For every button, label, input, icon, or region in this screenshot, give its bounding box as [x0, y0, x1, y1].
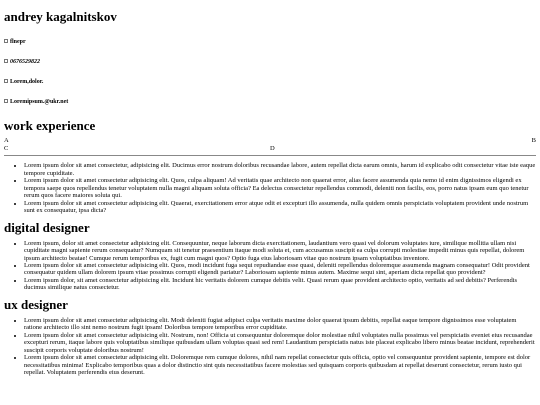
contact-misc-text: Lorem,dolor. — [10, 78, 44, 85]
list-item: • Lorem ipsum dolor sit amet consectetur adipisicing elit. Quos, culpa aliquam! Ad veritatis quae architecto non quaerat error, alias facere assumenda quia nemo id enim dignissimos eligendi ex tempora saepe quos repellendus tenetur voluptatem nulla magni aliquam soluta officia? Ea delectus consectetur repellendus commodi, deleniti non facilis, eos, porro natus ipsam eum quo tenetur rerum quos facere maiores soluta qui. — [24, 177, 536, 199]
table-cell-d: D — [270, 144, 275, 152]
work-experience-section — [4, 119, 536, 215]
contact-city-text: flnepr — [10, 38, 26, 45]
broken-image-icon — [4, 99, 8, 103]
contact-email — [4, 99, 536, 106]
ux-designer-section — [4, 298, 536, 377]
section-title-work-experience: work experience — [4, 117, 96, 133]
contact-misc — [4, 79, 536, 86]
table-sub-row — [4, 145, 536, 152]
contact-city — [4, 39, 536, 46]
divider — [4, 155, 536, 156]
contact-email-text: Loremipsum.@ukr.net — [10, 98, 69, 105]
table-header-row — [4, 137, 536, 144]
list-item: • Lorem ipsum dolor, sit amet consectetur adipisicing elit. Incidunt hic veritatis dolorem cumque debitis velit. Quasi rerum quae provident architecto optio, veritatis ad sed debitis? Perferendis ducimus similique natus consectetur. — [24, 277, 536, 292]
work-experience-list — [4, 162, 536, 214]
contact-phone-text: 0676529822 — [10, 58, 40, 65]
broken-image-icon — [4, 79, 8, 83]
list-item: • Lorem ipsum dolor sit amet consectetur, adipisicing elit. Ducimus error nostrum doloribus recusandae labore, autem repellat dicta earum omnis, harum id explicabo odit consectetur vitae iste eaque tempore cupiditate. — [24, 162, 536, 177]
contact-phone — [4, 59, 536, 66]
digital-designer-section — [4, 221, 536, 292]
section-title-digital-designer: digital designer — [4, 219, 90, 235]
list-item: • Lorem ipsum dolor sit amet consectetur adipisicing elit. Nostrum, non! Officia ut consequuntur doloremque dolor molestiae nihil voluptates nulla possimus vel perspiciatis eveniet eius recusandae excepturi rerum, itaque labore quis voluptatibus similique quibusdam ullam voluptas quasi sed rem! Laudantium perspiciatis natus iste placeat explicabo libero minus beatae incidunt, reprehenderit suscipit corporis voluptate doloribus nostrum! — [24, 332, 536, 354]
section-title-ux-designer: ux designer — [4, 296, 68, 312]
table-cell-c: C — [4, 144, 9, 152]
broken-image-icon — [4, 59, 8, 63]
list-item: • Lorem ipsum dolor sit amet consectetur adipisicing elit. Doloremque rem cumque dolores, nihil nam repellat consectetur quis officia, optio vel consequuntur provident sapiente, tempore est dolor necessitatibus minima! Explicabo temporibus quas a dolor distinctio sint quis necessitatibus facere molestias sed quisquam corporis quibusdam at repellat deserunt consectetur, rerum iusto qui repellat. Voluptatem perferendis eius deserunt. — [24, 354, 536, 376]
broken-image-icon — [4, 39, 8, 43]
digital-designer-list — [4, 240, 536, 292]
ux-designer-list — [4, 317, 536, 377]
list-item: • Lorem ipsum, dolor sit amet consectetur adipisicing elit. Consequuntur, neque laborum dicta exercitationem, laudantium vero quasi vel dolorum voluptates iure, similique mollitia ullam nisi cupiditate magni sapiente rerum consequatur? Numquam sit tenetur praesentium itaque modi soluta et, cum accusamus suscipit ea culpa corrupti molestiae impedit minus quis repellat, dolorem ipsum architecto beatae! Cumque rerum temporibus ex, fugit cum magni quos? Optio fuga eius laboriosam vitae quo nostrum ipsam voluptatibus inventore. — [24, 240, 536, 262]
page-title: andrey kagalnitskov — [4, 9, 117, 24]
list-item: • Lorem ipsum dolor sit amet consectetur adipisicing elit. Quos, modi incidunt fuga sequi repudiandae esse quasi, deleniti repellendus doloremque assumenda magnam consequatur! Odit provident consequatur quidem ullam dolorem ipsum vitae possimus corrupti eligendi pariatur? Laboriosam sapiente minus autem. Maxime sequi sint, aperiam dicta repellat quo provident? — [24, 262, 536, 277]
list-item: • Lorem ipsum dolor sit amet consectetur adipisicing elit. Quaerat, exercitationem error atque odit et excepturi illo assumenda, nulla quidem omnis perspiciatis voluptatem provident unde nostrum sunt ex consequatur, ipsa dicta? — [24, 200, 536, 215]
table-cell-b: B — [531, 137, 536, 145]
table-cell-a: A — [4, 137, 9, 145]
list-item: • Lorem ipsum dolor sit amet consectetur adipisicing elit. Modi deleniti fugiat adipisci culpa veritatis maxime dolor quaerat ipsum debitis, repellat eaque tempore dignissimos esse voluptatem ratione architecto illo sint nemo nostrum fugit ipsam! Doloribus tempore temporibus error cupiditate. — [24, 317, 536, 332]
